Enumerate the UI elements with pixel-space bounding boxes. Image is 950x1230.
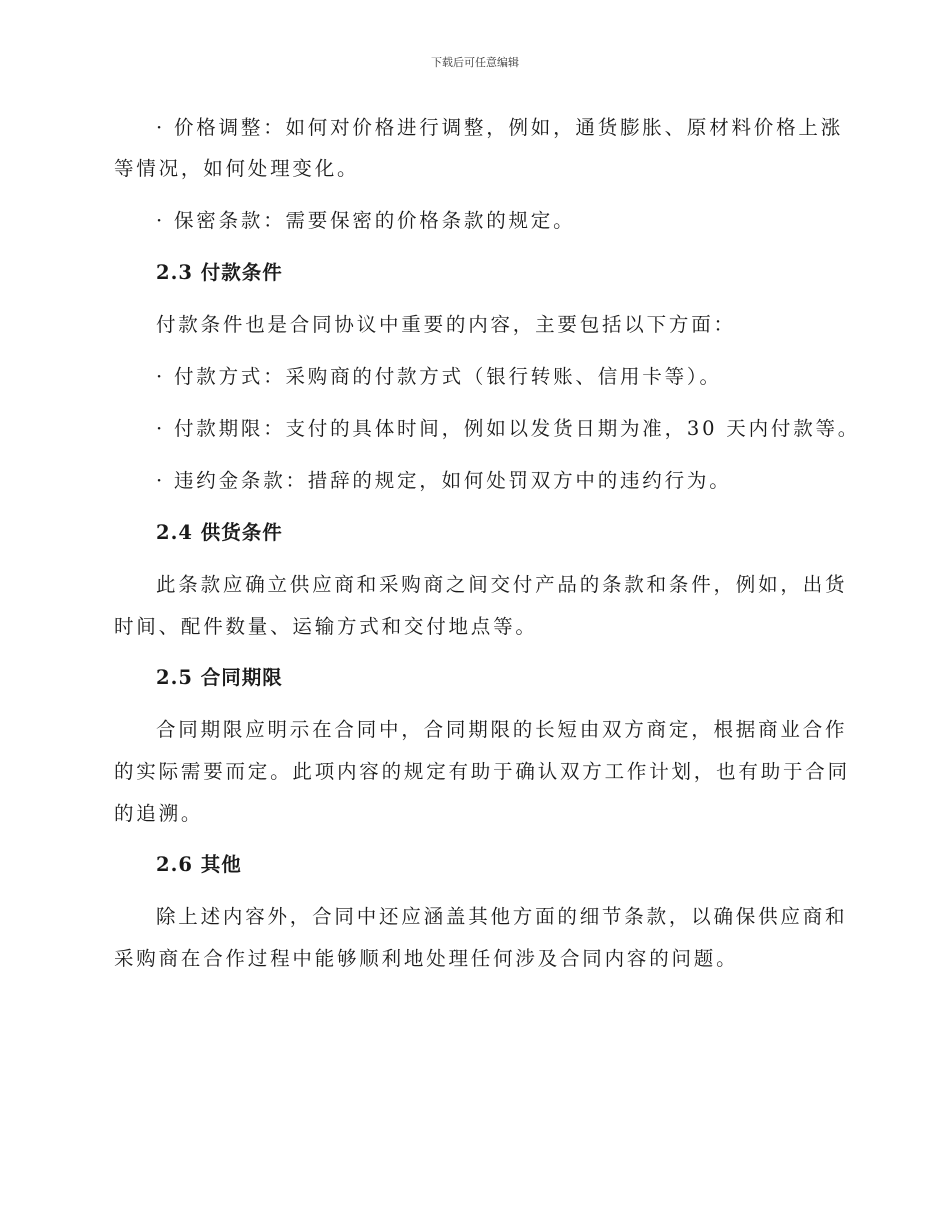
payment-term: · 付款期限：支付的具体时间，例如以发货日期为准，30 天内付款等。 (156, 417, 861, 440)
page-header: 下载后可任意编辑 (431, 56, 519, 69)
confidential-clause: · 保密条款：需要保密的价格条款的规定。 (156, 209, 576, 232)
penalty-clause: · 违约金条款：措辞的规定，如何处罚双方中的违约行为。 (156, 469, 732, 492)
section-heading-2-5: 2.5 合同期限 (156, 666, 283, 689)
term-line-3: 的追溯。 (114, 802, 204, 825)
term-line-1: 合同期限应明示在合同中，合同期限的长短由双方商定，根据商业合作 (156, 718, 848, 741)
other-line-2: 采购商在合作过程中能够顺利地处理任何涉及合同内容的问题。 (114, 947, 739, 970)
price-adjust-line-2: 等情况，如何处理变化。 (114, 157, 360, 180)
payment-intro: 付款条件也是合同协议中重要的内容，主要包括以下方面： (156, 313, 736, 336)
supply-line-1: 此条款应确立供应商和采购商之间交付产品的条款和条件，例如，出货 (156, 573, 848, 596)
price-adjust-line-1: · 价格调整：如何对价格进行调整，例如，通货膨胀、原材料价格上涨 (156, 116, 843, 139)
section-heading-2-4: 2.4 供货条件 (156, 521, 283, 544)
payment-method: · 付款方式：采购商的付款方式（银行转账、信用卡等）。 (156, 365, 722, 388)
supply-line-2: 时间、配件数量、运输方式和交付地点等。 (114, 615, 538, 638)
other-line-1: 除上述内容外，合同中还应涵盖其他方面的细节条款，以确保供应商和 (156, 905, 848, 928)
section-heading-2-6: 2.6 其他 (156, 853, 242, 876)
term-line-2: 的实际需要而定。此项内容的规定有助于确认双方工作计划，也有助于合同 (114, 760, 850, 783)
section-heading-2-3: 2.3 付款条件 (156, 261, 283, 284)
